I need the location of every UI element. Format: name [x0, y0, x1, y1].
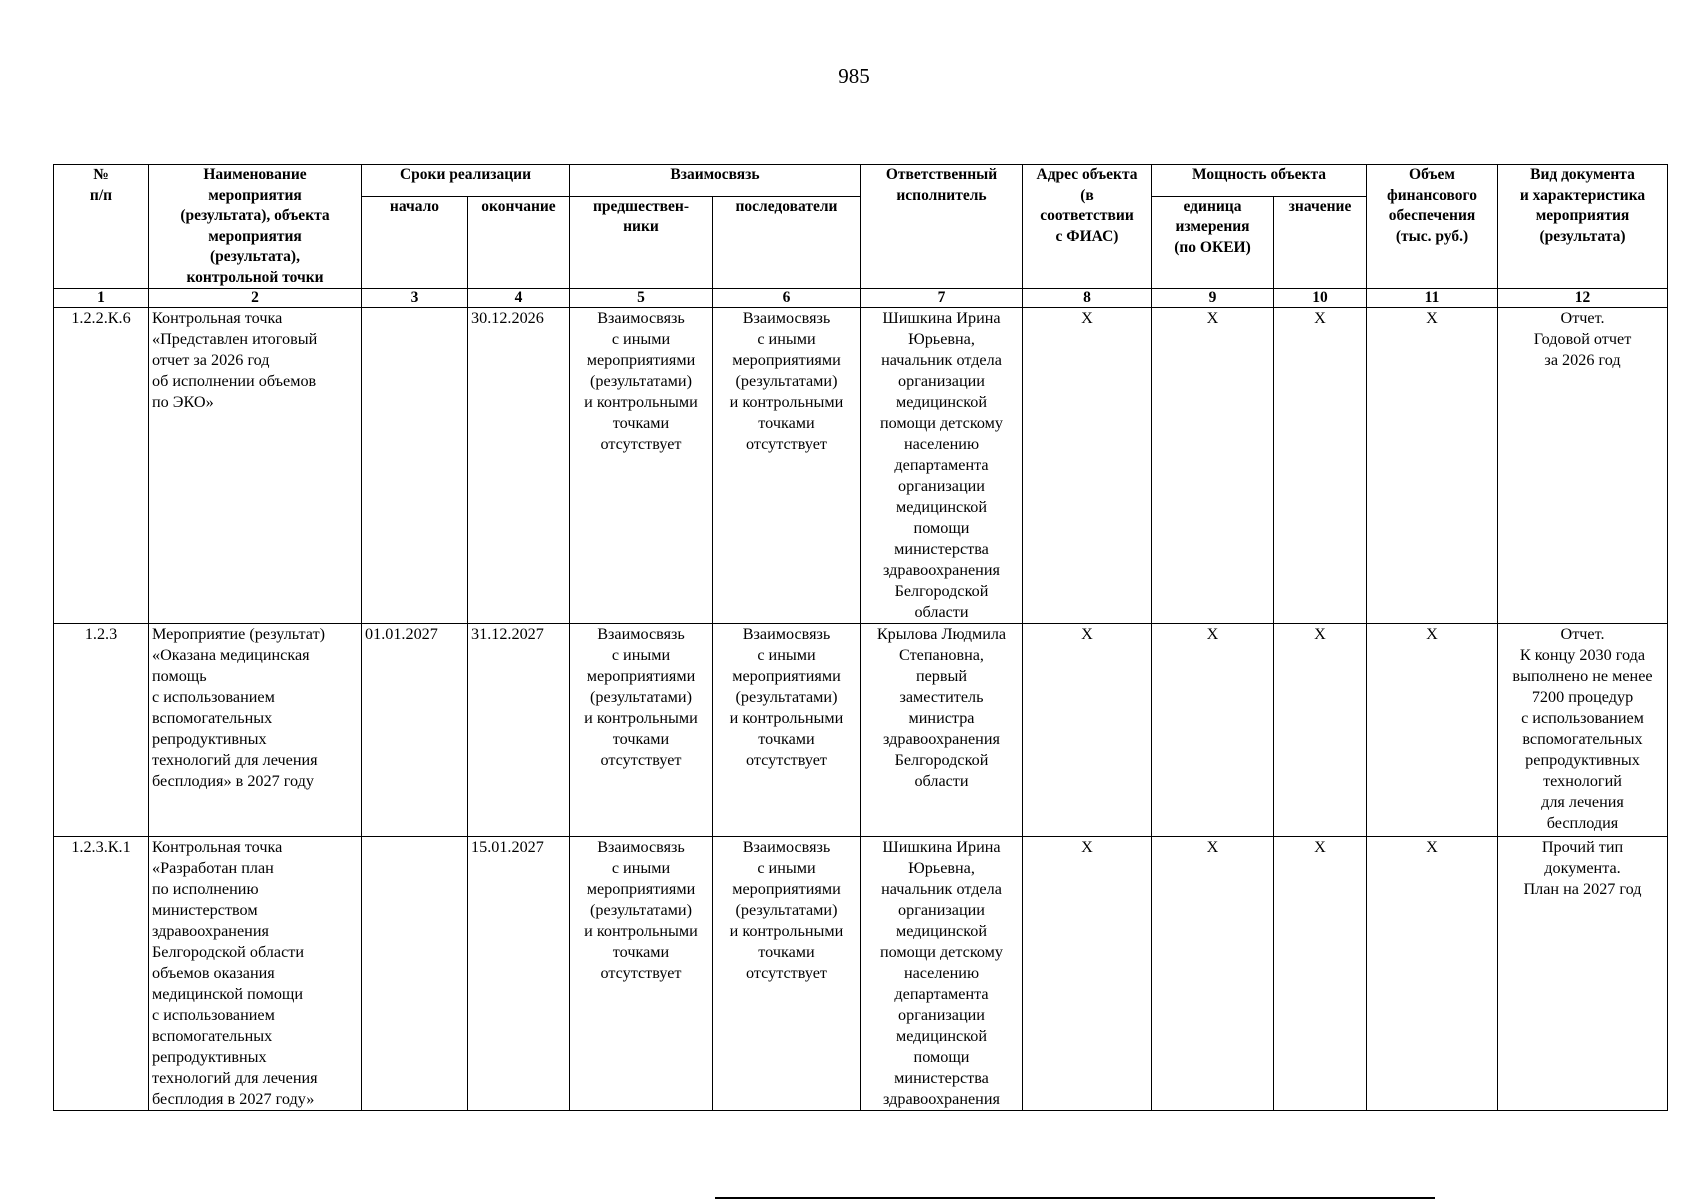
column-number-row [54, 289, 1668, 308]
cell-successors: Взаимосвязь с иными мероприятиями (результатами) и контрольными точками отсутствует [713, 308, 861, 624]
cell-doc-type: Прочий тип документа. План на 2027 год [1498, 837, 1668, 1111]
cell-value: X [1274, 837, 1367, 1111]
cell-unit: X [1152, 624, 1274, 837]
cell-responsible: Шишкина Ирина Юрьевна, начальник отдела организации медицинской помощи детскому населению департамента организации медицинской помощи министерства здравоохранения [861, 837, 1023, 1111]
header-finance: Объем финансового обеспечения (тыс. руб.) [1367, 165, 1498, 289]
header-successors: последователи [713, 196, 861, 288]
table-row [54, 308, 1668, 624]
table-row [54, 837, 1668, 1111]
cell-doc-type: Отчет. Годовой отчет за 2026 год [1498, 308, 1668, 624]
cell-predecessors: Взаимосвязь с иными мероприятиями (результатами) и контрольными точками отсутствует [570, 308, 713, 624]
page-bottom-rule [715, 1197, 1435, 1199]
cell-end: 30.12.2026 [468, 308, 570, 624]
column-number: 3 [362, 289, 468, 308]
column-number: 5 [570, 289, 713, 308]
header-responsible: Ответственный исполнитель [861, 165, 1023, 289]
header-capacity: Мощность объекта [1152, 165, 1367, 197]
cell-end: 15.01.2027 [468, 837, 570, 1111]
header-link: Взаимосвязь [570, 165, 861, 197]
header-address: Адрес объекта (в соответствии с ФИАС) [1023, 165, 1152, 289]
cell-finance: X [1367, 837, 1498, 1111]
cell-name: Контрольная точка «Представлен итоговый отчет за 2026 год об исполнении объемов по ЭКО» [149, 308, 362, 624]
column-number: 1 [54, 289, 149, 308]
header-name: Наименование мероприятия (результата), объекта мероприятия (результата), контрольной точки [149, 165, 362, 289]
cell-responsible: Шишкина Ирина Юрьевна, начальник отдела организации медицинской помощи детскому населению департамента организации медицинской помощи министерства здравоохранения Белгородской области [861, 308, 1023, 624]
column-number: 9 [1152, 289, 1274, 308]
header-end: окончание [468, 196, 570, 288]
header-start: начало [362, 196, 468, 288]
header-row-1 [54, 165, 1668, 197]
cell-finance: X [1367, 308, 1498, 624]
header-doc-type: Вид документа и характеристика мероприятия (результата) [1498, 165, 1668, 289]
cell-num: 1.2.2.К.6 [54, 308, 149, 624]
column-number: 4 [468, 289, 570, 308]
cell-address: X [1023, 308, 1152, 624]
cell-address: X [1023, 837, 1152, 1111]
column-number: 10 [1274, 289, 1367, 308]
cell-finance: X [1367, 624, 1498, 837]
page-number: 985 [838, 64, 870, 88]
header-value: значение [1274, 196, 1367, 288]
cell-start: 01.01.2027 [362, 624, 468, 837]
column-number: 11 [1367, 289, 1498, 308]
header-unit: единица измерения (по ОКЕИ) [1152, 196, 1274, 288]
cell-num: 1.2.3 [54, 624, 149, 837]
cell-successors: Взаимосвязь с иными мероприятиями (результатами) и контрольными точками отсутствует [713, 624, 861, 837]
cell-start [362, 308, 468, 624]
header-num: № п/п [54, 165, 149, 289]
cell-successors: Взаимосвязь с иными мероприятиями (результатами) и контрольными точками отсутствует [713, 837, 861, 1111]
column-number: 12 [1498, 289, 1668, 308]
cell-responsible: Крылова Людмила Степановна, первый заместитель министра здравоохранения Белгородской области [861, 624, 1023, 837]
cell-unit: X [1152, 308, 1274, 624]
column-number: 6 [713, 289, 861, 308]
table-row [54, 624, 1668, 837]
column-number: 8 [1023, 289, 1152, 308]
column-number: 7 [861, 289, 1023, 308]
cell-name: Контрольная точка «Разработан план по исполнению министерством здравоохранения Белгородской области объемов оказания медицинской помощи с использованием вспомогательных репродуктивных технологий для лечения бесплодия в 2027 году» [149, 837, 362, 1111]
cell-num: 1.2.3.К.1 [54, 837, 149, 1111]
cell-value: X [1274, 308, 1367, 624]
cell-doc-type: Отчет. К концу 2030 года выполнено не менее 7200 процедур с использованием вспомогательных репродуктивных технологий для лечения бесплодия [1498, 624, 1668, 837]
cell-predecessors: Взаимосвязь с иными мероприятиями (результатами) и контрольными точками отсутствует [570, 624, 713, 837]
cell-value: X [1274, 624, 1367, 837]
cell-address: X [1023, 624, 1152, 837]
cell-end: 31.12.2027 [468, 624, 570, 837]
cell-start [362, 837, 468, 1111]
column-number: 2 [149, 289, 362, 308]
cell-predecessors: Взаимосвязь с иными мероприятиями (результатами) и контрольными точками отсутствует [570, 837, 713, 1111]
plan-table [53, 164, 1668, 1111]
cell-name: Мероприятие (результат) «Оказана медицинская помощь с использованием вспомогательных репродуктивных технологий для лечения бесплодия» в 2027 году [149, 624, 362, 837]
cell-unit: X [1152, 837, 1274, 1111]
header-predecessors: предшествен- ники [570, 196, 713, 288]
header-terms: Сроки реализации [362, 165, 570, 197]
